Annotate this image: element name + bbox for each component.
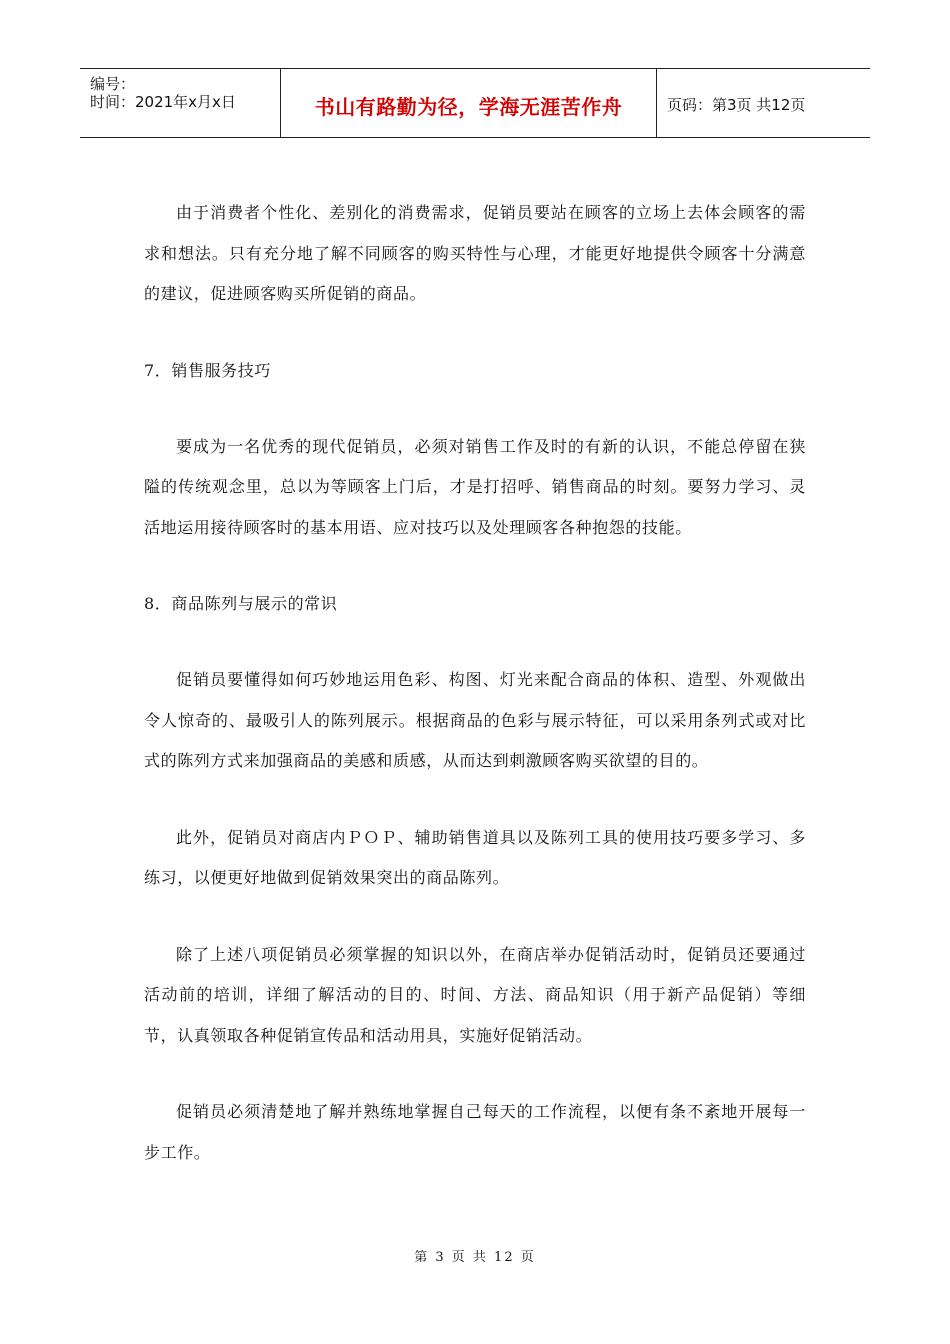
header-meta-cell: [80, 69, 281, 137]
header-page-info: 页码：第3页 共12页: [667, 96, 806, 114]
paragraph-training: 除了上述八项促销员必须掌握的知识以外，在商店举办促销活动时，促销员还要通过活动前的培训，详细了解活动的目的、时间、方法、商品知识（用于新产品促销）等细节，认真领取各种促销宣传品和活动用具，实施好促销活动。: [144, 944, 806, 1045]
paragraph-display: 促销员要懂得如何巧妙地运用色彩、构图、灯光来配合商品的体积、造型、外观做出令人惊奇的、最吸引人的陈列展示。根据商品的色彩与展示特征，可以采用条列式或对比式的陈列方式来加强商品的美感和质感，从而达到刺激顾客购买欲望的目的。: [144, 670, 806, 770]
header-motto: 书山有路勤为径，学海无涯苦作舟: [314, 95, 623, 119]
number-label: 编号：: [90, 75, 136, 93]
header-page-cell: [657, 69, 870, 137]
paragraph-workflow: 促销员必须清楚地了解并熟练地掌握自己每天的工作流程，以便有条不紊地开展每一步工作。: [144, 1102, 806, 1162]
document-body: [144, 193, 806, 1209]
section-heading-8: 8．商品陈列与展示的常识: [144, 594, 338, 613]
section-heading-7: 7．销售服务技巧: [144, 360, 271, 380]
page-header: [80, 68, 870, 138]
paragraph-pop: 此外，促销员对商店内ＰＯＰ、辅助销售道具以及陈列工具的使用技巧要多学习、多练习，以便更好地做到促销效果突出的商品陈列。: [144, 827, 806, 887]
header-motto-cell: [281, 69, 657, 137]
time-label: 时间：2021年x月x日: [90, 93, 236, 111]
paragraph-sales-skills: 要成为一名优秀的现代促销员，必须对销售工作及时的有新的认识，不能总停留在狭隘的传统观念里，总以为等顾客上门后，才是打招呼、销售商品的时刻。要努力学习、灵活地运用接待顾客时的基本用语、应对技巧以及处理顾客各种抱怨的技能。: [144, 436, 806, 537]
paragraph-consumer-needs: 由于消费者个性化、差别化的消费需求，促销员要站在顾客的立场上去体会顾客的需求和想法。只有充分地了解不同顾客的购买特性与心理，才能更好地提供令顾客十分满意的建议，促进顾客购买所促销的商品。: [144, 203, 806, 303]
page-footer: 第 3 页 共 12 页: [414, 1250, 536, 1265]
